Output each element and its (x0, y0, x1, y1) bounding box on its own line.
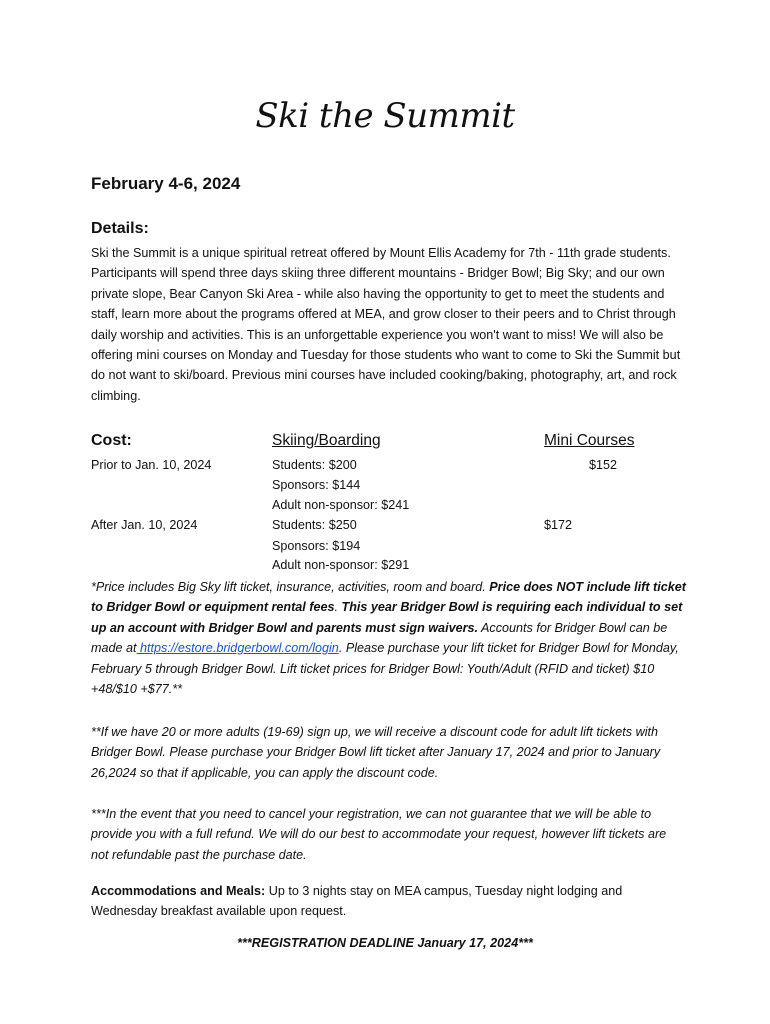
cost-ski-value: Students: $250 (272, 518, 357, 532)
cost-ski-value: Sponsors: $194 (272, 539, 361, 553)
registration-deadline: ***REGISTRATION DEADLINE January 17, 2024*** (237, 936, 533, 950)
cost-heading: Cost: (91, 432, 132, 449)
accommodations-text: Up to 3 nights stay on MEA campus, Tuesday night lodging and Wednesday breakfast available upon request. (91, 884, 623, 919)
bridger-bowl-link[interactable]: https://estore.bridgerbowl.com/login (136, 641, 339, 656)
cost-ski-value: Sponsors: $144 (272, 478, 361, 492)
cost-ski-value: Adult non-sponsor: $241 (272, 498, 410, 512)
mini-column-header: Mini Courses (544, 432, 635, 449)
cost-period: After Jan. 10, 2024 (91, 518, 198, 532)
price-note-text: . (334, 600, 342, 615)
details-paragraph: Ski the Summit is a unique spiritual retreat offered by Mount Ellis Academy for 7th - 11th grade students. Participants will spend three days skiing three different mountains - Bridger Bowl; Big Sky; and our own private slope, Bear Canyon Ski Area - while also having the opportunity to get to meet the students and staff, learn more about the programs offered at MEA, and grow closer to their peers and to Christ through daily worship and activities. This is an unforgettable experience you won't want to miss! We will also be offering mini courses on Monday and Tuesday for those students who want to come to Ski the Summit but do not want to ski/board. Previous mini courses have included cooking/baking, photography, art, and rock climbing. (91, 246, 681, 403)
details-heading: Details: (91, 220, 149, 237)
event-dates: February 4-6, 2024 (91, 174, 241, 193)
price-note-text: Accounts for Bridger Bowl can be made at (91, 620, 668, 656)
cost-ski-value: Students: $200 (272, 458, 357, 472)
price-note-text: *Price includes Big Sky lift ticket, insurance, activities, room and board. (91, 580, 490, 594)
cost-ski-value: Adult non-sponsor: $291 (272, 558, 410, 572)
price-note-bold: Price does NOT include lift ticket to Bridger Bowl or equipment rental fees (91, 580, 686, 615)
discount-note: **If we have 20 or more adults (19-69) sign up, we will receive a discount code for adult lift tickets with Bridger Bowl. Please purchase your Bridger Bowl lift ticket after January 17, 2024 and prior to January 26,2024 so that if applicable, you can apply the discount code. (91, 725, 661, 780)
price-note-text: . Please purchase your lift ticket for Bridger Bowl for Monday, February 5 through Bridger Bowl. Lift ticket prices for Bridger Bowl: Youth/Adult (RFID and ticket) $10 +48/$10 +$77.** (91, 641, 679, 697)
price-note (91, 577, 686, 699)
accommodations-paragraph (91, 881, 666, 922)
cancel-note: ***In the event that you need to cancel your registration, we can not guarantee that we will be able to provide you with a full refund. We will do our best to accommodate your request, however lift tickets are not refundable past the purchase date. (91, 807, 667, 862)
cost-period: Prior to Jan. 10, 2024 (91, 458, 212, 472)
ski-column-header: Skiing/Boarding (272, 432, 381, 449)
accommodations-label: Accommodations and Meals: (91, 884, 266, 898)
cost-mini-value: $172 (544, 518, 573, 532)
document-title: Ski the Summit (255, 96, 515, 136)
price-note-bold: This year Bridger Bowl is requiring each individual to set up an account with Bridger Bowl and parents must sign waivers. (91, 600, 683, 635)
cost-mini-value: $152 (589, 458, 618, 472)
